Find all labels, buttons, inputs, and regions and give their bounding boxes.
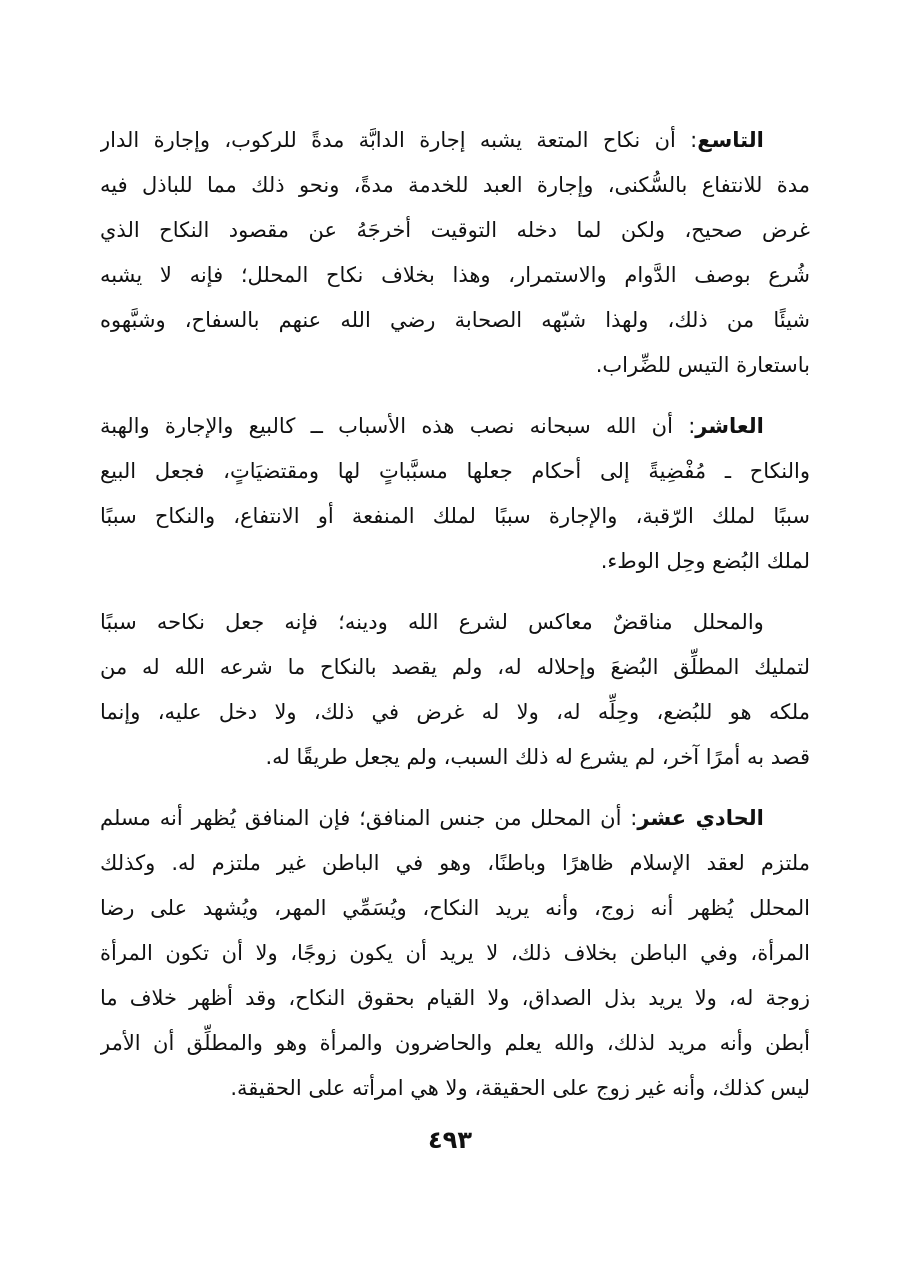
page-body xyxy=(100,118,810,1127)
paragraph-eleventh xyxy=(100,796,810,1111)
text-line: الحادي عشر: أن المحلل من جنس المنافق؛ فإن المنافق يُظهر أنه مسلم xyxy=(100,806,764,830)
text-line: زوجة له، ولا يريد بذل الصداق، ولا القيام بحقوق النكاح، وقد أظهر خلاف ما xyxy=(100,986,810,1010)
paragraph-ninth xyxy=(100,118,810,388)
text-line: غرض صحيح، ولكن لما دخله التوقيت أخرجَهُ عن مقصود النكاح الذي xyxy=(100,218,810,242)
paragraph-heading: العاشر xyxy=(695,414,764,438)
text-line: سببًا لملك الرّقبة، والإجارة سببًا لملك المنفعة أو الانتفاع، والنكاح سببًا xyxy=(100,504,810,528)
text-line: لتمليك المطلِّق البُضعَ وإحلاله له، ولم يقصد بالنكاح ما شرعه الله له من xyxy=(100,655,810,679)
text-line: ليس كذلك، وأنه غير زوج على الحقيقة، ولا هي امرأته على الحقيقة. xyxy=(230,1076,810,1100)
text-line: شُرع بوصف الدَّوام والاستمرار، وهذا بخلاف نكاح المحلل؛ فإنه لا يشبه xyxy=(100,263,810,287)
text-line: والمحلل مناقضٌ معاكس لشرع الله ودينه؛ فإنه جعل نكاحه سببًا xyxy=(100,610,764,634)
paragraph-muhallil xyxy=(100,600,810,780)
text-line: المحلل يُظهر أنه زوج، وأنه يريد النكاح، ويُسَمِّي المهر، ويُشهد على رضا xyxy=(100,896,810,920)
text-line: مدة للانتفاع بالسُّكنى، وإجارة العبد للخدمة مدةً، ونحو ذلك مما للباذل فيه xyxy=(100,173,810,197)
text-line: المرأة، وفي الباطن بخلاف ذلك، لا يريد أن يكون زوجًا، ولا أن تكون المرأة xyxy=(100,941,810,965)
text-line: ملكه هو للبُضع، وحِلِّه له، ولا له غرض في ذلك، ولا دخل عليه، وإنما xyxy=(100,700,810,724)
page-number: ٤٩٣ xyxy=(428,1126,472,1154)
paragraph-heading: التاسع xyxy=(697,128,764,152)
text-line: قصد به أمرًا آخر، لم يشرع له ذلك السبب، ولم يجعل طريقًا له. xyxy=(265,745,810,769)
text-line: لملك البُضع وحِل الوطء. xyxy=(600,549,810,573)
text-line: باستعارة التيس للضِّراب. xyxy=(595,353,810,377)
text-line: والنكاح ـ مُفْضِيةً إلى أحكام جعلها مسبَّباتٍ لها ومقتضيَاتٍ، فجعل البيع xyxy=(100,459,810,483)
text-line: التاسع: أن نكاح المتعة يشبه إجارة الدابَّة مدةً للركوب، وإجارة الدار xyxy=(100,128,764,152)
paragraph-tenth xyxy=(100,404,810,584)
text-line: العاشر: أن الله سبحانه نصب هذه الأسباب ــ كالبيع والإجارة والهبة xyxy=(100,414,764,438)
paragraph-heading: الحادي عشر xyxy=(637,806,764,830)
text-line: شيئًا من ذلك، ولهذا شبّهه الصحابة رضي الله عنهم بالسفاح، وشبَّهوه xyxy=(100,308,810,332)
text-line: أبطن وأنه مريد لذلك، والله يعلم والحاضرون والمرأة وهو والمطلِّق أن الأمر xyxy=(100,1031,810,1055)
text-line: ملتزم لعقد الإسلام ظاهرًا وباطنًا، وهو في الباطن غير ملتزم له. وكذلك xyxy=(100,851,810,875)
